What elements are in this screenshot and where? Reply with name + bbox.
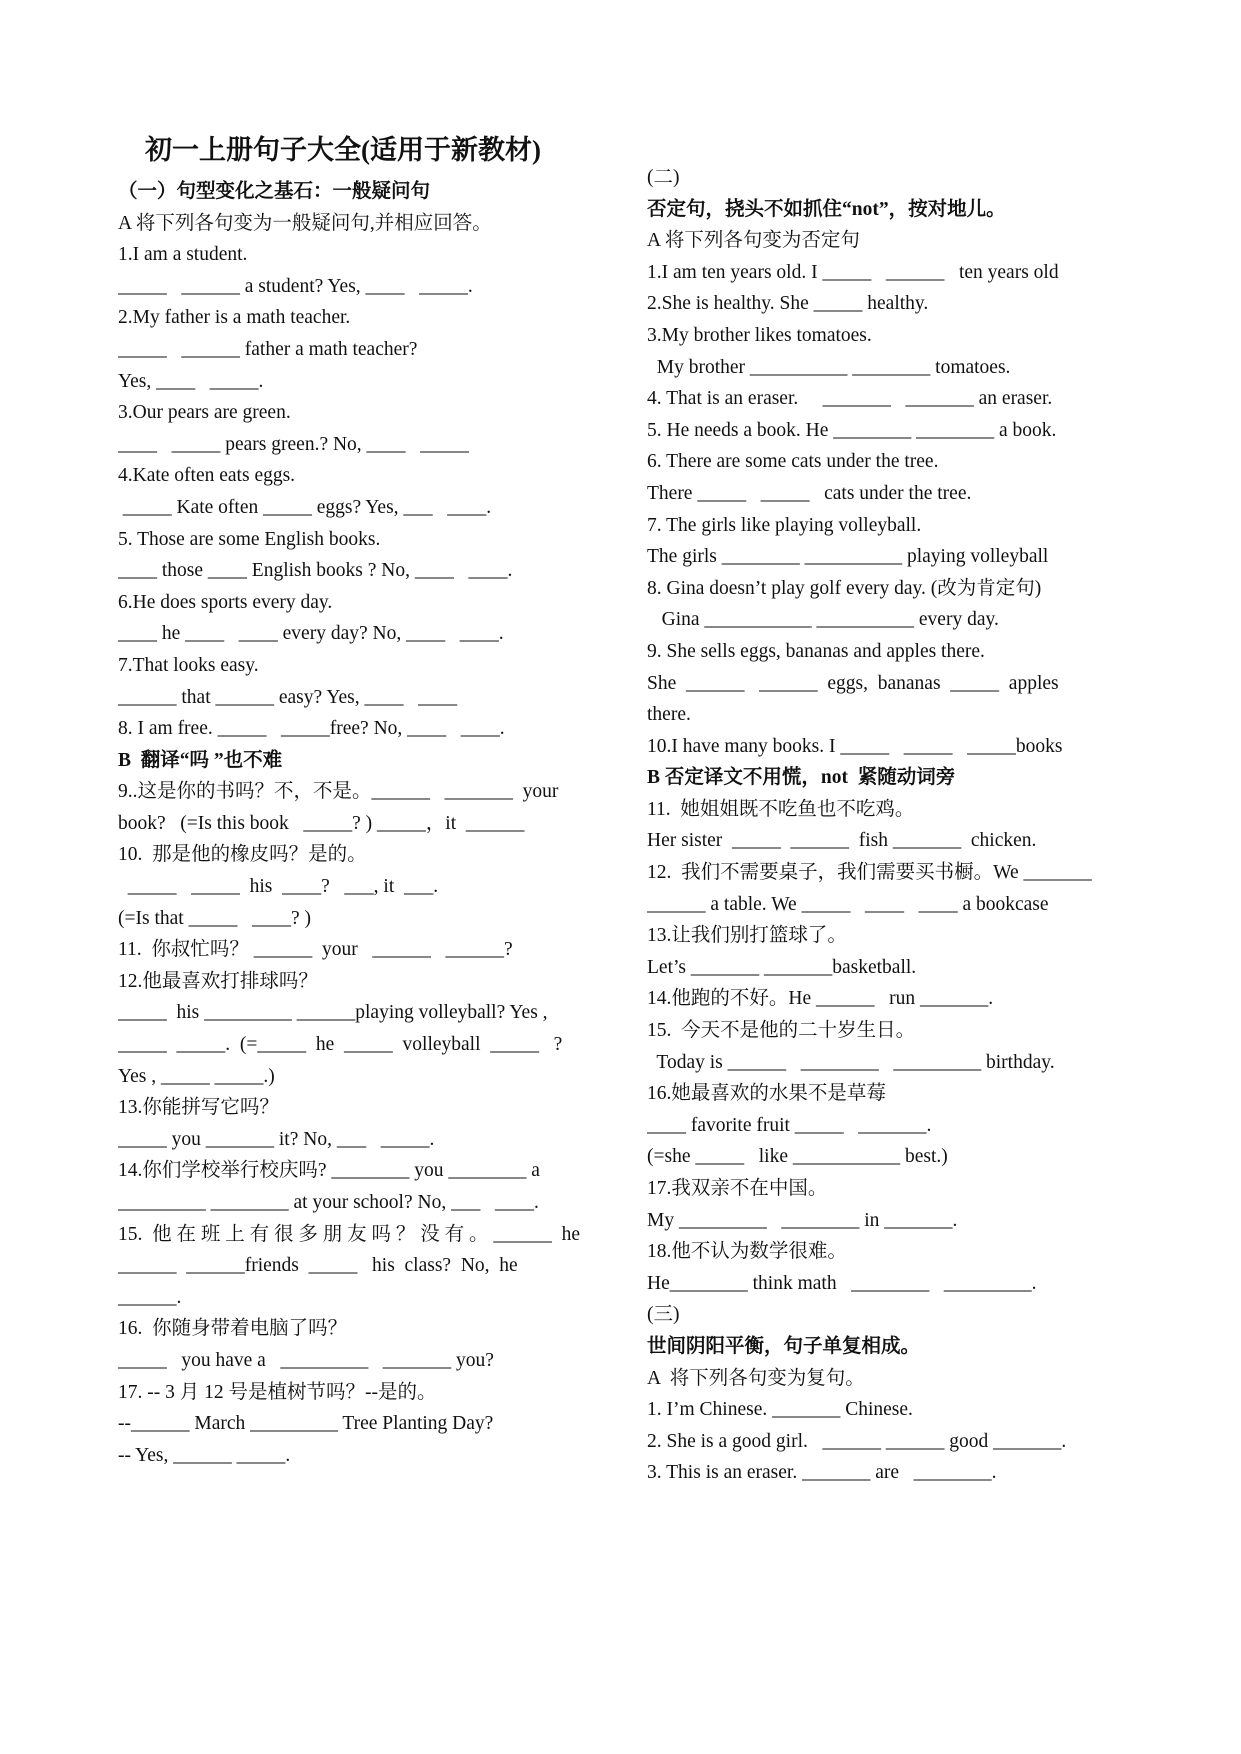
text-line: He________ think math ________ _________. <box>647 1272 1037 1294</box>
text-line: 16. 你随身带着电脑了吗？ <box>118 1318 348 1340</box>
text-line: Yes, ____ _____. <box>118 370 264 392</box>
text-line: Yes , _____ _____.) <box>118 1065 275 1087</box>
text-line: My brother __________ ________ tomatoes. <box>647 356 1011 378</box>
text-line: 8. I am free. _____ _____free? No, ____ ____. <box>118 718 505 740</box>
text-line: 14.你们学校举行校庆吗? ________ you ________ a <box>118 1160 540 1182</box>
text-line: ______ that ______ easy? Yes, ____ ____ <box>118 686 458 708</box>
text-line: A 将下列各句变为否定句 <box>647 230 860 252</box>
text-line: 5. Those are some English books. <box>118 528 381 550</box>
section-heading: 世间阴阳平衡，句子单复相成。 <box>647 1335 921 1357</box>
text-line: 7.That looks easy. <box>118 654 259 676</box>
text-line: _____ you have a _________ _______ you? <box>118 1349 494 1371</box>
right-column <box>647 162 1142 1489</box>
text-line: 3.My brother likes tomatoes. <box>647 324 872 346</box>
text-line: 1.I am a student. <box>118 244 248 266</box>
text-line: There _____ _____ cats under the tree. <box>647 482 972 504</box>
text-line: ____ those ____ English books ? No, ____ ____. <box>118 560 513 582</box>
text-line: 15. 他 在 班 上 有 很 多 朋 友 吗 ？ 没 有 。 ______ he <box>118 1223 581 1245</box>
text-line: ____ he ____ ____ every day? No, ____ ____. <box>118 623 504 645</box>
text-line: ______ a table. We _____ ____ ____ a bookcase <box>647 893 1049 915</box>
text-line: 17. -- 3 月 12 号是植树节吗？--是的。 <box>118 1381 437 1403</box>
text-line: 12.他最喜欢打排球吗？ <box>118 970 318 992</box>
text-line: --______ March _________ Tree Planting Day? <box>118 1413 494 1435</box>
page-title: 初一上册句子大全(适用于新教材) <box>145 135 541 165</box>
text-line: 10.I have many books. I _____ _____ _____books <box>647 735 1063 757</box>
text-line: A 将下列各句变为一般疑问句,并相应回答。 <box>118 212 492 234</box>
text-line: _____ _____ his ____? ___, it ___. <box>118 876 439 898</box>
text-line: 16.她最喜欢的水果不是草莓 <box>647 1083 886 1105</box>
text-line: ____ favorite fruit _____ _______. <box>647 1114 932 1136</box>
text-line: 3. This is an eraser. _______ are ________. <box>647 1462 997 1484</box>
text-line: 2.She is healthy. She _____ healthy. <box>647 293 929 315</box>
text-line: 18.他不认为数学很难。 <box>647 1241 847 1263</box>
text-line: 8. Gina doesn’t play golf every day. (改为肯定句) <box>647 577 1042 599</box>
text-line: 1.I am ten years old. I _____ ______ ten years old <box>647 261 1059 283</box>
text-line: _____ _____. (=_____ he _____ volleyball _____ ? <box>118 1034 563 1056</box>
section-heading: B 否定译文不用慌，not 紧随动词旁 <box>647 767 956 789</box>
text-line: 4. That is an eraser. _______ _______ an eraser. <box>647 388 1053 410</box>
text-line: _____ ______ father a math teacher? <box>118 338 418 360</box>
text-line: She ______ ______ eggs, bananas _____ apples <box>647 672 1059 694</box>
text-line: ____ _____ pears green.? No, ____ _____ <box>118 433 469 455</box>
text-line: 11. 她姐姐既不吃鱼也不吃鸡。 <box>647 798 915 820</box>
text-line: _____ his _________ ______playing volleyball? Yes , <box>118 1002 548 1024</box>
text-line: 9. She sells eggs, bananas and apples there. <box>647 640 985 662</box>
text-line: 15. 今天不是他的二十岁生日。 <box>647 1020 916 1042</box>
text-line: My _________ ________ in _______. <box>647 1209 958 1231</box>
text-line: 13.让我们别打篮球了。 <box>647 925 847 947</box>
section-heading: B 翻译“吗 ”也不难 <box>118 749 283 771</box>
text-line: 10. 那是他的橡皮吗？是的。 <box>118 844 367 866</box>
section-heading: （一）句型变化之基石：一般疑问句 <box>118 181 431 202</box>
text-line: Let’s _______ _______basketball. <box>647 956 917 978</box>
text-line: 14.他跑的不好。He ______ run _______. <box>647 988 994 1010</box>
text-line: 1. I’m Chinese. _______ Chinese. <box>647 1399 913 1421</box>
text-line: ______ ______friends _____ his class? No, he <box>118 1255 518 1277</box>
text-line: 6. There are some cats under the tree. <box>647 451 939 473</box>
text-line: (二) <box>647 167 680 188</box>
text-line: (=Is that _____ ____? ) <box>118 907 311 929</box>
text-line: 13.你能拼写它吗？ <box>118 1097 279 1119</box>
text-line: 9..这是你的书吗？不，不是。______ _______ your <box>118 781 559 803</box>
section-heading: 否定句，挠头不如抓住“not”，按对地儿。 <box>647 198 1006 220</box>
text-line: book? (=Is this book _____? ) _____，it ______ <box>118 812 525 834</box>
text-line: 11. 你叔忙吗？ ______ your ______ ______? <box>118 939 513 961</box>
text-line: 4.Kate often eats eggs. <box>118 465 296 487</box>
text-line: there. <box>647 704 691 726</box>
text-line: (=she _____ like ___________ best.) <box>647 1146 948 1168</box>
text-line: 12. 我们不需要桌子，我们需要买书橱。We _______ <box>647 862 1092 884</box>
text-line: 17.我双亲不在中国。 <box>647 1178 828 1199</box>
text-line: _____ ______ a student? Yes, ____ _____. <box>118 275 473 297</box>
text-line: (三) <box>647 1304 680 1326</box>
text-line: The girls ________ __________ playing volleyball <box>647 546 1049 568</box>
text-line: _____ Kate often _____ eggs? Yes, ___ ____. <box>118 496 492 518</box>
text-line: 6.He does sports every day. <box>118 591 333 613</box>
text-line: ______. <box>118 1286 182 1308</box>
text-line: -- Yes, ______ _____. <box>118 1444 291 1466</box>
left-column <box>118 176 608 1471</box>
text-line: Gina ___________ __________ every day. <box>647 609 999 631</box>
text-line: Today is ______ ________ _________ birthday. <box>647 1051 1055 1073</box>
text-line: A 将下列各句变为复句。 <box>647 1367 865 1389</box>
text-line: 3.Our pears are green. <box>118 402 291 424</box>
text-line: 5. He needs a book. He ________ ________ a book. <box>647 419 1057 441</box>
text-line: _____ you _______ it? No, ___ _____. <box>118 1128 435 1150</box>
text-line: 7. The girls like playing volleyball. <box>647 514 922 536</box>
text-line: 2.My father is a math teacher. <box>118 307 351 329</box>
text-line: 2. She is a good girl. ______ ______ good _______. <box>647 1430 1067 1452</box>
text-line: Her sister _____ ______ fish _______ chicken. <box>647 830 1037 852</box>
text-line: _________ ________ at your school? No, ___ ____. <box>118 1192 539 1213</box>
